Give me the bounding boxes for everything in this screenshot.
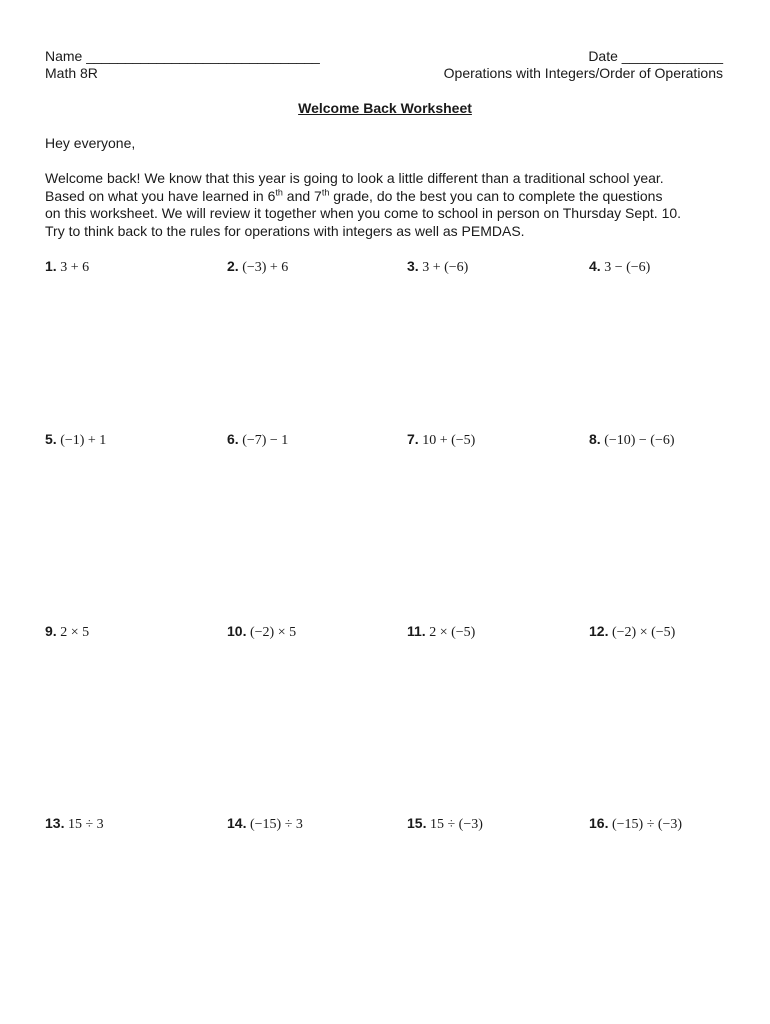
- problem-14: [227, 815, 303, 833]
- problem-number: 16.: [589, 815, 609, 831]
- problem-number: 11.: [407, 623, 426, 639]
- problem-expression: (−15) ÷ (−3): [611, 817, 683, 832]
- problem-expression: (−3) + 6: [242, 260, 289, 275]
- problem-number: 13.: [45, 815, 65, 831]
- problem-2: [227, 258, 288, 276]
- worksheet-title: Welcome Back Worksheet: [298, 100, 472, 116]
- intro-line-2: [45, 188, 725, 206]
- superscript-th-7: th: [321, 186, 330, 197]
- problem-expression: 3 + (−6): [422, 260, 469, 275]
- problem-expression: (−2) × 5: [249, 625, 297, 640]
- problem-expression: 3 − (−6): [604, 260, 651, 275]
- problem-number: 10.: [227, 623, 247, 639]
- problem-number: 12.: [589, 623, 609, 639]
- problem-number: 2.: [227, 258, 239, 274]
- problem-8: [589, 431, 675, 449]
- problem-number: 1.: [45, 258, 57, 274]
- problem-12: [589, 623, 675, 641]
- problem-13: [45, 815, 104, 833]
- problem-expression: (−2) × (−5): [611, 625, 676, 640]
- superscript-th-6: th: [275, 186, 283, 197]
- problem-number: 15.: [407, 815, 427, 831]
- problem-number: 3.: [407, 258, 419, 274]
- problem-expression: 3 + 6: [60, 260, 90, 275]
- intro-line-3: on this worksheet. We will review it together when you come to school in person on Thursday Sept. 10.: [45, 205, 682, 221]
- problem-number: 6.: [227, 431, 239, 447]
- problem-expression: 15 ÷ 3: [67, 817, 104, 832]
- intro-line-2-part-c: grade, do the best you can to complete the questions: [329, 187, 663, 204]
- problem-expression: (−15) ÷ 3: [249, 817, 303, 832]
- problem-10: [227, 623, 296, 641]
- intro-paragraph: [45, 170, 725, 240]
- class-label: Math 8R: [45, 65, 98, 81]
- problem-expression: 2 × (−5): [429, 625, 476, 640]
- problem-expression: 2 × 5: [60, 625, 90, 640]
- problem-expression: (−7) − 1: [242, 433, 289, 448]
- problem-5: [45, 431, 106, 449]
- problem-expression: (−10) − (−6): [604, 433, 675, 448]
- problem-9: [45, 623, 89, 641]
- problem-expression: 15 ÷ (−3): [429, 817, 483, 832]
- problem-3: [407, 258, 468, 276]
- problem-4: [589, 258, 650, 276]
- intro-line-2-part-a: Based on what you have learned in 6: [45, 187, 276, 204]
- problem-number: 14.: [227, 815, 247, 831]
- intro-line-4: Try to think back to the rules for operations with integers as well as PEMDAS.: [45, 222, 525, 239]
- problem-number: 5.: [45, 431, 57, 447]
- unit-label: Operations with Integers/Order of Operations: [443, 65, 723, 81]
- problem-number: 4.: [589, 258, 601, 274]
- greeting: Hey everyone,: [45, 135, 136, 151]
- problem-number: 9.: [45, 623, 57, 639]
- problem-expression: (−1) + 1: [60, 433, 107, 448]
- problem-number: 7.: [407, 431, 419, 447]
- intro-line-1: Welcome back! We know that this year is going to look a little different than a traditional school year.: [45, 170, 664, 186]
- problem-6: [227, 431, 288, 449]
- problem-16: [589, 815, 682, 833]
- intro-line-2-part-b: and 7: [282, 187, 322, 204]
- date-field-line: Date _____________: [588, 48, 723, 64]
- problem-15: [407, 815, 483, 833]
- problem-1: [45, 258, 89, 276]
- problem-number: 8.: [589, 431, 601, 447]
- problem-11: [407, 623, 475, 641]
- problem-7: [407, 431, 475, 449]
- problem-expression: 10 + (−5): [422, 433, 476, 448]
- name-field-line: Name ______________________________: [45, 48, 320, 64]
